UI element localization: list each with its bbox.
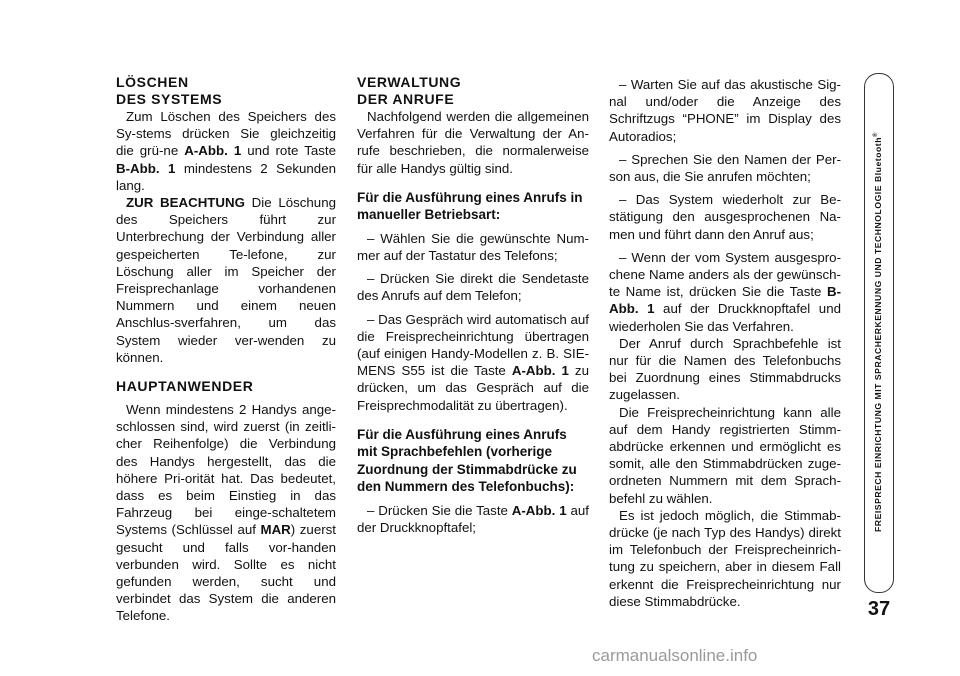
step-send: – Drücken Sie direkt die Sendetaste des Anrufs auf dem Telefon;	[357, 271, 589, 304]
step-wait: – Warten Sie auf das akustische Sig-nal und/oder die Anzeige des Schriftzugs “PHONE” im Display des Autoradios;	[609, 77, 841, 144]
column-2	[357, 74, 589, 536]
heading-verwaltung	[357, 74, 589, 108]
step-dial: – Wählen Sie die gewünschte Num-mer auf der Tastatur des Telefons;	[357, 230, 589, 264]
ref-a-abb: A-Abb. 1	[184, 143, 242, 159]
mar-label: MAR	[260, 522, 291, 538]
paragraph-beachtung: ZUR BEACHTUNG Die Löschung des Speichers führt zur Unterbrechung der Verbindung aller gespeicherten Te-lefone, zur Löschung aller im Speicher der Freisprechanlage vorhandenen Nummern und einem neuen Anschlus-sverfahren, um das System wieder ver-wenden zu können.	[116, 195, 336, 365]
subheading-manual: Für die Ausführung eines Anrufs in manueller Betriebsart:	[357, 189, 583, 223]
heading-line: DER ANRUFE	[357, 91, 455, 107]
paragraph-loeschen: Zum Löschen des Speichers des Sy-stems drücken Sie gleichzeitig die grü-ne A-Abb. 1 und rote Taste B-Abb. 1 mindestens 2 Sekunden lang.	[116, 109, 336, 193]
paragraph-store: Es ist jedoch möglich, die Stimmab-drücke (je nach Typ des Handys) direkt im Telefonbuch der Freisprecheinrich-tung zu speichern, aber in diesem Fall erkennt die Freisprecheinrichtung nur diese Stimmabdrücke.	[609, 507, 841, 609]
note-label: ZUR BEACHTUNG	[126, 195, 245, 211]
ref-a-abb: A-Abb. 1	[511, 502, 567, 518]
heading-line: DES SYSTEMS	[116, 91, 223, 107]
column-1	[116, 74, 336, 625]
subheading-voice: Für die Ausführung eines Anrufs mit Sprachbefehlen (vorherige Zuordnung der Stimmabdrücke zu den Nummern des Telefonbuchs):	[357, 426, 577, 495]
heading-hauptanwender: HAUPTANWENDER	[116, 378, 254, 395]
step-repeat: – Das System wiederholt zur Be-stätigung den ausgesprochenen Na-men und führt dann den Anruf aus;	[609, 192, 841, 242]
ref-b-abb: B-Abb. 1	[116, 160, 176, 176]
step-transfer: – Das Gespräch wird automatisch auf die Freisprecheinrichtung übertragen (auf einigen Handy-Modellen z. B. SIE-MENS S55 ist die Taste A-Abb. 1 zu drücken, um das Gespräch auf die Freisprechmodalität zu übertragen).	[357, 311, 589, 413]
watermark: carmanualsonline.info	[592, 646, 758, 665]
paragraph-hauptanwender: Wenn mindestens 2 Handys ange-schlossen sind, wird zuerst (in zeitli-cher Reihenfolge) die Verbindung des Handys hergestellt, das die höhere Pri-orität hat. Das bedeutet, dass es beim Einstieg in das Fahrzeug bei einge-schaltetem Systems (Schlüssel auf MAR) zuerst gesucht und falls vor-handen verbunden wird. Sollte es nicht gefunden werden, sucht und verbindet das System die anderen Telefone.	[116, 402, 336, 624]
step-wrong-name: – Wenn der vom System ausgespro-chene Name anders als der gewünsch-te Name ist, drücken Sie die Taste B-Abb. 1 auf der Druckknopftafel und wiederholen Sie das Verfahren.	[609, 249, 841, 334]
ref-b-abb: B-Abb. 1	[609, 284, 841, 317]
registered-mark: ®	[873, 132, 880, 137]
paragraph-recognize: Die Freisprecheinrichtung kann alle auf dem Handy registrierten Stimm-abdrücke erkennen und ermöglicht es somit, alle den Stimmabdrücken zuge-ordneten Nummern mit dem Sprach-befehl zu wählen.	[609, 404, 841, 506]
page-number: 37	[867, 598, 891, 620]
heading-line: VERWALTUNG	[357, 74, 462, 90]
heading-line: LÖSCHEN	[116, 74, 189, 90]
paragraph-intro: Nachfolgend werden die allgemeinen Verfahren für die Verwaltung der An-rufe beschrieben, die normalerweise für alle Handys gültig sind.	[357, 109, 589, 176]
paragraph-voice-limit: Der Anruf durch Sprachbefehle ist nur für die Namen des Telefonbuchs bei Zuordnung eines Stimmabdrucks zugelassen.	[609, 335, 841, 403]
ref-a-abb: A-Abb. 1	[511, 363, 569, 379]
section-title: FREISPRECH EINRICHTUNG MIT SPRACHERKENNUNG UND TECHNOLOGIE Bluetooth®	[873, 132, 883, 532]
column-3	[609, 76, 841, 610]
heading-loeschen	[116, 74, 336, 108]
step-press-a: – Drücken Sie die Taste A-Abb. 1 auf der Druckknopftafel;	[357, 502, 589, 536]
step-speak: – Sprechen Sie den Namen der Per-son aus, die Sie anrufen möchten;	[609, 151, 841, 185]
